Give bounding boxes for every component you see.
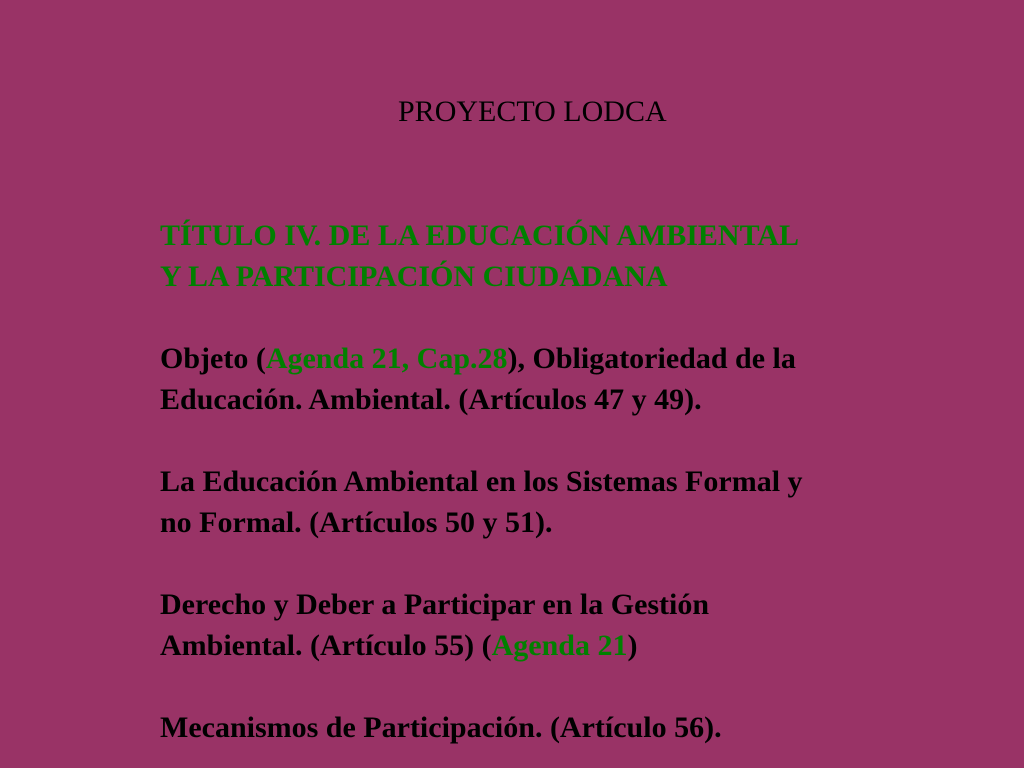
agenda-21-reference: Agenda 21	[491, 629, 628, 662]
item-objeto-prefix: Objeto (	[160, 342, 266, 375]
item-derecho-line-2	[160, 625, 920, 666]
spacer	[160, 420, 920, 461]
spacer	[160, 543, 920, 584]
spacer	[160, 297, 920, 338]
item-objeto-suffix: ), Obligatoriedad de la	[507, 342, 796, 375]
section-heading-line-1: TÍTULO IV. DE LA EDUCACIÓN AMBIENTAL	[160, 219, 800, 252]
item-derecho-suffix: )	[627, 629, 638, 662]
item-objeto-line-2: Educación. Ambiental. (Artículos 47 y 49).	[160, 383, 702, 416]
item-mecanismos-line-1: Mecanismos de Participación. (Artículo 56).	[160, 711, 722, 744]
item-sistemas-line-1: La Educación Ambiental en los Sistemas Formal y	[160, 465, 803, 498]
item-objeto-line-1	[160, 338, 920, 379]
item-sistemas-line-2: no Formal. (Artículos 50 y 51).	[160, 506, 553, 539]
item-derecho-line-1: Derecho y Deber a Participar en la Gestión	[160, 588, 710, 621]
agenda-21-cap-28-reference: Agenda 21, Cap.28	[265, 342, 508, 375]
section-heading-line-2: Y LA PARTICIPACIÓN CIUDADANA	[160, 260, 668, 293]
item-derecho-prefix: Ambiental. (Artículo 55) (	[160, 629, 492, 662]
spacer	[160, 666, 920, 707]
slide-body	[160, 215, 920, 748]
slide-title: PROYECTO LODCA	[398, 95, 667, 128]
